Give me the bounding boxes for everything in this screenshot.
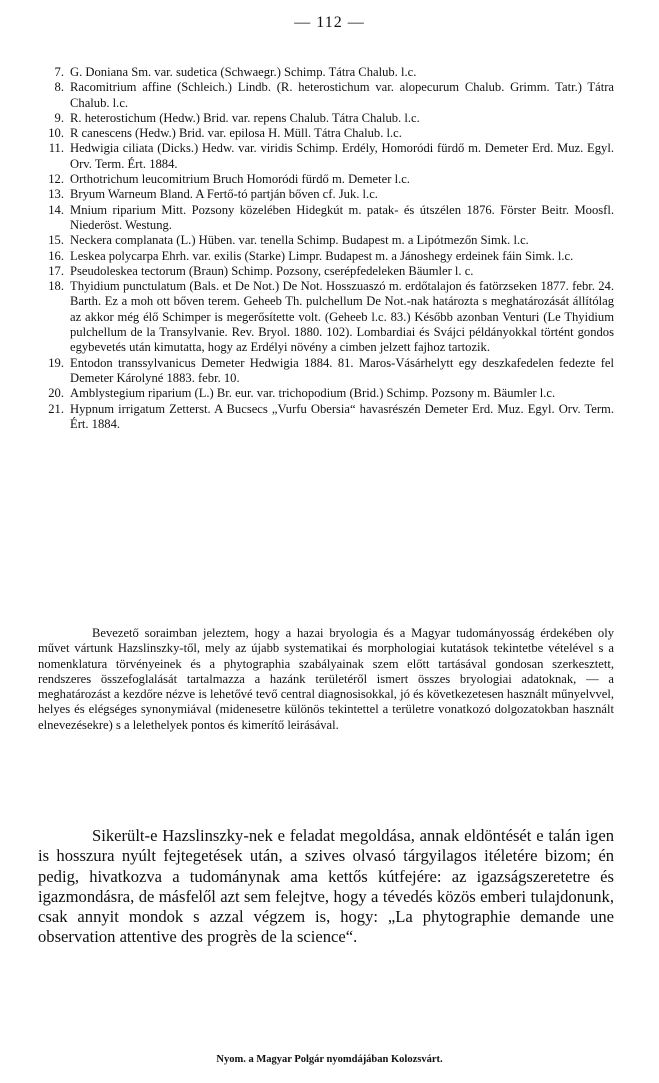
list-item <box>38 249 614 264</box>
entry-text: Leskea polycarpa Ehrh. var. exilis (Starke) Limpr. Budapest m. a Jánoshegy erdeinek fáin Simk. l.c. <box>70 248 574 263</box>
list-item <box>38 80 614 111</box>
body-paragraph-large: Sikerült-e Hazslinszky-nek e feladat megoldása, annak eldöntését e talán igen is hosszura nyúlt fejtegetések után, a szives olvasó tárgyilagos itéletére bizom; én pedig, hivatkozva a tudománynak ama kettős kútfejére: az igazságszeretetre és igazmondásra, de másfelől azt sem felejtve, hogy a tévedés közös emberi tulajdonunk, csak annyit mondok s azzal végzem is, hogy: „La phytographie demande une observation attentive des progrès de la science“. <box>38 826 614 947</box>
list-item <box>38 279 614 355</box>
list-item <box>38 264 614 279</box>
entry-number: 14. <box>48 202 64 217</box>
species-list <box>38 65 614 432</box>
entry-text: Entodon transsylvanicus Demeter Hedwigia 1884. 81. Maros-Vásárhelytt egy deszkafedelen fedezte fel Demeter Károlyné 1883. febr. 10. <box>70 355 614 385</box>
page-number: — 112 — <box>294 14 365 31</box>
list-item <box>38 402 614 433</box>
body-paragraph: Bevezető soraimban jeleztem, hogy a hazai bryologia és a Magyar tudományosság érdekében oly művet vártunk Hazslinszky-től, mely az újabb systematikai és morphologiai kutatások tekintetbe vételével s a nomenklatura törvényeinek és a phytographia szabályainak szem előtt tartásával gondosan szerkesztett, rendszeres összefoglalását tartalmazza a hazánk területéről ismert összes bryologiai adatoknak, — a meghatározást a kezdőre nézve is lehetővé tevő central diagnosisokkal, jó és következetesen használt műnyelvvel, helyes és elégséges synonymiával (midenesetre különös tekintettel a területre vonatkozó dolgozatokban használt elnevezésekre) s a lelethelyek pontos és kimerítő leirásával. <box>38 626 614 732</box>
entry-number: 15. <box>48 233 64 248</box>
entry-text: Pseudoleskea tectorum (Braun) Schimp. Pozsony, cserépfedeleken Bäumler l. c. <box>70 263 474 278</box>
list-item <box>38 65 614 80</box>
entry-text: Neckera complanata (L.) Hüben. var. tenella Schimp. Budapest m. a Lipótmezőn Simk. l.c. <box>70 233 529 248</box>
entry-text: Thyidium punctulatum (Bals. et De Not.) De Not. Hosszuaszó m. erdőtalajon és fatörzseken 1877. febr. 24. Barth. Ez a moh ott bőven terem. Geheeb Th. pulchellum De Not.-nak határozta s meghatározását állítólag az akkor még élő Schimper is megerősítette volt. (Geheeb l.c. 83.) Később azonban Venturi (Le Thyidium pulchellum de la Transylvanie. Rev. Bryol. 1880. 102). Lombardiai és Svájci példányokkal történt gondos egybevetés után kimutatta, hogy az Erdélyi növény a cimben jelzett fajhoz tartozik. <box>70 279 614 355</box>
entry-number: 7. <box>54 65 64 79</box>
list-item <box>38 356 614 387</box>
entry-number: 17. <box>48 263 64 278</box>
entry-text: Hypnum irrigatum Zetterst. A Bucsecs „Vurfu Obersia“ havasrészén Demeter Erd. Muz. Egyl. Orv. Term. Ért. 1884. <box>70 401 614 431</box>
entry-number: 12. <box>48 172 64 187</box>
list-item <box>38 187 614 202</box>
entry-number: 13. <box>48 187 64 202</box>
entry-number: 21. <box>48 401 64 416</box>
entry-text: G. Doniana Sm. var. sudetica (Schwaegr.) Schimp. Tátra Chalub. l.c. <box>70 65 417 79</box>
list-item <box>38 172 614 187</box>
entry-number: 11. <box>48 141 64 156</box>
list-item <box>38 203 614 234</box>
list-item <box>38 233 614 248</box>
entry-number: 18. <box>48 279 64 294</box>
entry-text: Hedwigia ciliata (Dicks.) Hedw. var. viridis Schimp. Erdély, Homoródi fürdő m. Demeter Erd. Muz. Egyl. Orv. Term. Ért. 1884. <box>70 141 614 171</box>
entry-text: Amblystegium riparium (L.) Br. eur. var. trichopodium (Brid.) Schimp. Pozsony m. Bäumler l.c. <box>70 386 556 401</box>
list-item <box>38 141 614 172</box>
entry-text: Racomitrium affine (Schleich.) Lindb. (R. heterostichum var. alopecurum Chalub. Grimm. Tatr.) Tátra Chalub. l.c. <box>70 80 614 110</box>
entry-number: 19. <box>48 355 64 370</box>
entry-text: R canescens (Hedw.) Brid. var. epilosa H. Müll. Tátra Chalub. l.c. <box>70 126 402 141</box>
entry-number: 8. <box>54 80 64 95</box>
entry-number: 20. <box>48 386 64 401</box>
entry-text: Bryum Warneum Bland. A Fertő-tó partján bőven cf. Juk. l.c. <box>70 187 378 202</box>
entry-text: Orthotrichum leucomitrium Bruch Homoródi fürdő m. Demeter l.c. <box>70 172 410 187</box>
entry-text: R. heterostichum (Hedw.) Brid. var. repens Chalub. Tátra Chalub. l.c. <box>70 110 420 125</box>
printer-imprint: Nyom. a Magyar Polgár nyomdájában Kolozsvárt. <box>216 1054 443 1065</box>
list-item <box>38 126 614 141</box>
entry-text: Mnium riparium Mitt. Pozsony közelében Hidegkút m. patak- és útszélen 1876. Förster Beitr. Moosfl. Niederöst. Westung. <box>70 202 614 232</box>
entry-number: 10. <box>48 126 64 141</box>
list-item <box>38 386 614 401</box>
entry-number: 9. <box>54 110 64 125</box>
list-item <box>38 111 614 126</box>
entry-number: 16. <box>48 248 64 263</box>
